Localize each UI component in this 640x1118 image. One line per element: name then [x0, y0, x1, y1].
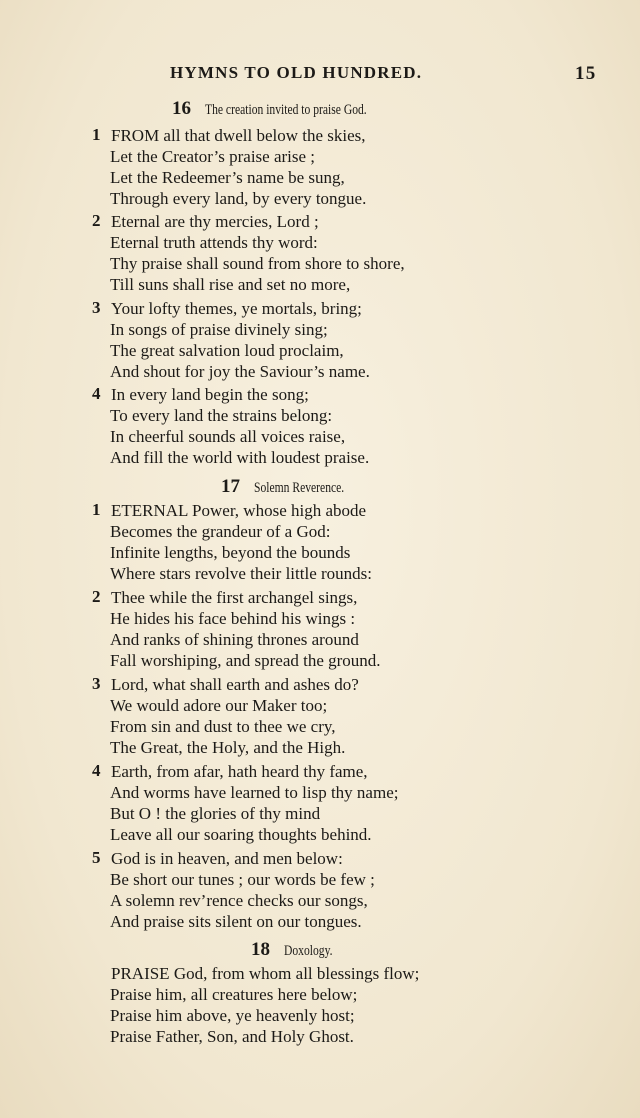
page-number: 15 [575, 63, 597, 84]
verse-line: Infinite lengths, beyond the bounds [110, 543, 351, 562]
hymn-subtitle: Doxology. [284, 943, 333, 959]
verse-line: In cheerful sounds all voices raise, [110, 427, 346, 446]
verse-line: The Great, the Holy, and the High. [110, 738, 346, 757]
stanza-number: 1 [92, 125, 101, 144]
verse-line: Where stars revolve their little rounds: [110, 564, 372, 583]
verse-line: And fill the world with loudest praise. [110, 448, 370, 467]
verse-line: To every land the strains belong: [110, 406, 333, 425]
stanza-number: 5 [92, 848, 101, 867]
verse-line: Praise him, all creatures here below; [110, 985, 358, 1004]
verse-line: He hides his face behind his wings : [110, 609, 356, 628]
verse-line: PRAISE God, from whom all blessings flow; [111, 964, 420, 983]
verse-line: Let the Redeemer’s name be sung, [110, 168, 345, 187]
verse-line: Lord, what shall earth and ashes do? [111, 675, 359, 694]
verse-line: From sin and dust to thee we cry, [110, 717, 336, 736]
verse-line: A solemn rev’rence checks our songs, [110, 891, 368, 910]
hymn-heading-17 [221, 476, 367, 498]
stanza-number: 4 [92, 761, 101, 780]
stanza-number: 2 [92, 587, 101, 606]
verse-line: And worms have learned to lisp thy name; [110, 783, 399, 802]
verse-line: Let the Creator’s praise arise ; [110, 147, 316, 166]
verse-line: And shout for joy the Saviour’s name. [110, 362, 370, 381]
verse-line: Earth, from afar, hath heard thy fame, [111, 762, 368, 781]
stanza-number: 2 [92, 211, 101, 230]
hymn-number: 17 [221, 476, 240, 497]
verse-line: But O ! the glories of thy mind [110, 804, 321, 823]
verse-line: The great salvation loud proclaim, [110, 341, 344, 360]
running-head-title: HYMNS TO OLD HUNDRED. [170, 63, 423, 82]
verse-line: Till suns shall rise and set no more, [110, 275, 351, 294]
stanza-number: 4 [92, 384, 101, 403]
verse-line: Eternal are thy mercies, Lord ; [111, 212, 319, 231]
verse-line: Through every land, by every tongue. [110, 189, 367, 208]
verse-line: In every land begin the song; [111, 385, 309, 404]
verse-line: Thy praise shall sound from shore to shore, [110, 254, 405, 273]
verse-line: Praise him above, ye heavenly host; [110, 1006, 355, 1025]
hymn-number: 16 [172, 98, 191, 119]
stanza-number: 3 [92, 298, 101, 317]
hymn-number: 18 [251, 939, 270, 960]
verse-line: Praise Father, Son, and Holy Ghost. [110, 1027, 354, 1046]
verse-line: God is in heaven, and men below: [111, 849, 343, 868]
stanza-number: 1 [92, 500, 101, 519]
stanza-number: 3 [92, 674, 101, 693]
verse-line: And praise sits silent on our tongues. [110, 912, 362, 931]
verse-line: Fall worshiping, and spread the ground. [110, 651, 381, 670]
hymn-subtitle: Solemn Reverence. [254, 480, 345, 496]
verse-line: Be short our tunes ; our words be few ; [110, 870, 375, 889]
verse-line: Eternal truth attends thy word: [110, 233, 318, 252]
verse-line: ETERNAL Power, whose high abode [111, 501, 367, 520]
hymn-heading-18 [251, 939, 345, 961]
verse-line: And ranks of shining thrones around [110, 630, 359, 649]
verse-line: In songs of praise divinely sing; [110, 320, 328, 339]
verse-line: Thee while the first archangel sings, [111, 588, 358, 607]
hymn-subtitle: The creation invited to praise God. [205, 102, 367, 118]
hymn-heading-16 [172, 98, 407, 120]
verse-line: Leave all our soaring thoughts behind. [110, 825, 372, 844]
verse-line: Your lofty themes, ye mortals, bring; [111, 299, 362, 318]
verse-line: Becomes the grandeur of a God: [110, 522, 331, 541]
verse-line: We would adore our Maker too; [110, 696, 328, 715]
verse-line: FROM all that dwell below the skies, [111, 126, 366, 145]
